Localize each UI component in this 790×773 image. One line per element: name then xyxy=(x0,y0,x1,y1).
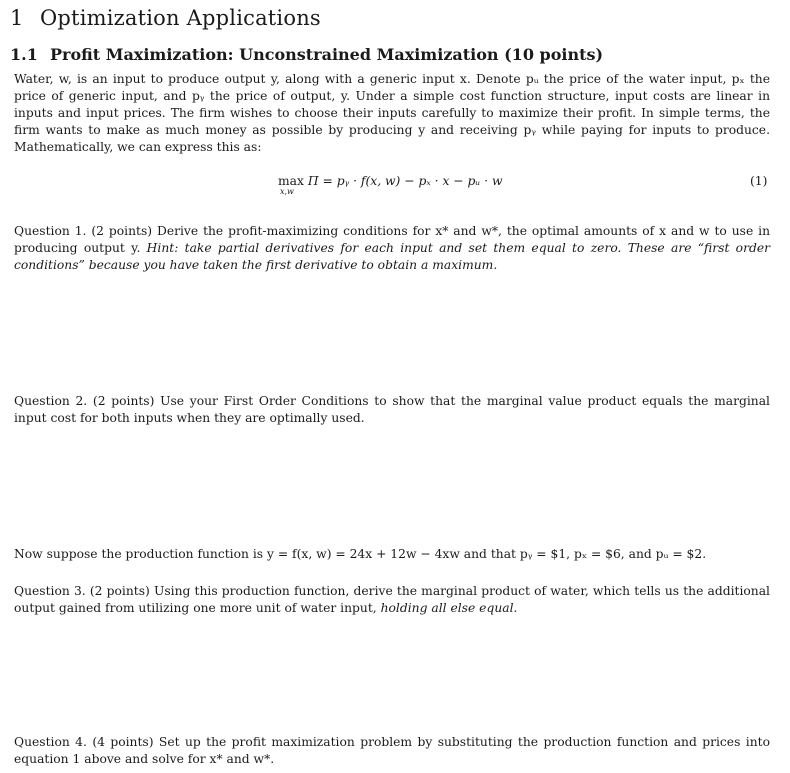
question-1-hint: Hint: take partial derivatives for each input and set them equal to zero. These are “first order conditions” because you have taken the first derivative to obtain a maximum. xyxy=(14,241,770,272)
section-number: 1 xyxy=(10,6,24,30)
section-title: Optimization Applications xyxy=(40,6,321,30)
question-1-label: Question 1. xyxy=(14,224,87,238)
subsection-heading xyxy=(10,45,603,64)
production-function-statement: Now suppose the production function is y = f(x, w) = 24x + 12w − 4xw and that pᵧ = $1, pₓ = $6, and pᵤ = $2. xyxy=(14,547,707,561)
question-2 xyxy=(14,393,770,427)
question-4 xyxy=(14,734,770,768)
intro-paragraph: Water, w, is an input to produce output y, along with a generic input x. Denote pᵤ the price of the water input, pₓ the price of generic input, and pᵧ the price of output, y. Under a simple cost function structure, input costs are linear in inputs and input prices. The firm wishes to choose their inputs carefully to maximize their profit. In simple terms, the firm wants to make as much money as possible by producing y and receiving pᵧ while paying for inputs to produce. Mathematically, we can express this as: xyxy=(14,72,770,154)
question-3-emphasis: holding all else equal. xyxy=(380,601,518,615)
question-2-label: Question 2. xyxy=(14,394,88,408)
equation-1 xyxy=(0,174,790,198)
max-operator: max x,w xyxy=(278,174,304,196)
subsection-number: 1.1 xyxy=(10,45,38,64)
equation-number: (1) xyxy=(750,174,768,188)
question-3-text: (2 points) Using this production function, derive the marginal product of water, which tells us the additional output gained from utilizing one more unit of water input, xyxy=(14,584,770,615)
question-4-label: Question 4. xyxy=(14,735,87,749)
equation-expression: Π = pᵧ · f(x, w) − pₓ · x − pᵤ · w xyxy=(307,174,503,188)
question-3 xyxy=(14,583,770,617)
question-1-text: (2 points) Derive the profit-maximizing conditions for x* and w*, the optimal amounts of x and w to use in producing output y. xyxy=(14,224,770,255)
question-2-text: (2 points) Use your First Order Conditions to show that the marginal value product equals the marginal input cost for both inputs when they are optimally used. xyxy=(14,394,770,425)
subsection-title: Profit Maximization: Unconstrained Maximization (10 points) xyxy=(50,45,604,64)
max-subscript: x,w xyxy=(280,187,294,196)
equation-body xyxy=(278,174,503,196)
question-3-label: Question 3. xyxy=(14,584,86,598)
section-heading xyxy=(10,6,321,30)
question-4-text: (4 points) Set up the profit maximization problem by substituting the production function and prices into equation 1 above and solve for x* and w*. xyxy=(14,735,770,766)
question-1 xyxy=(14,223,770,274)
